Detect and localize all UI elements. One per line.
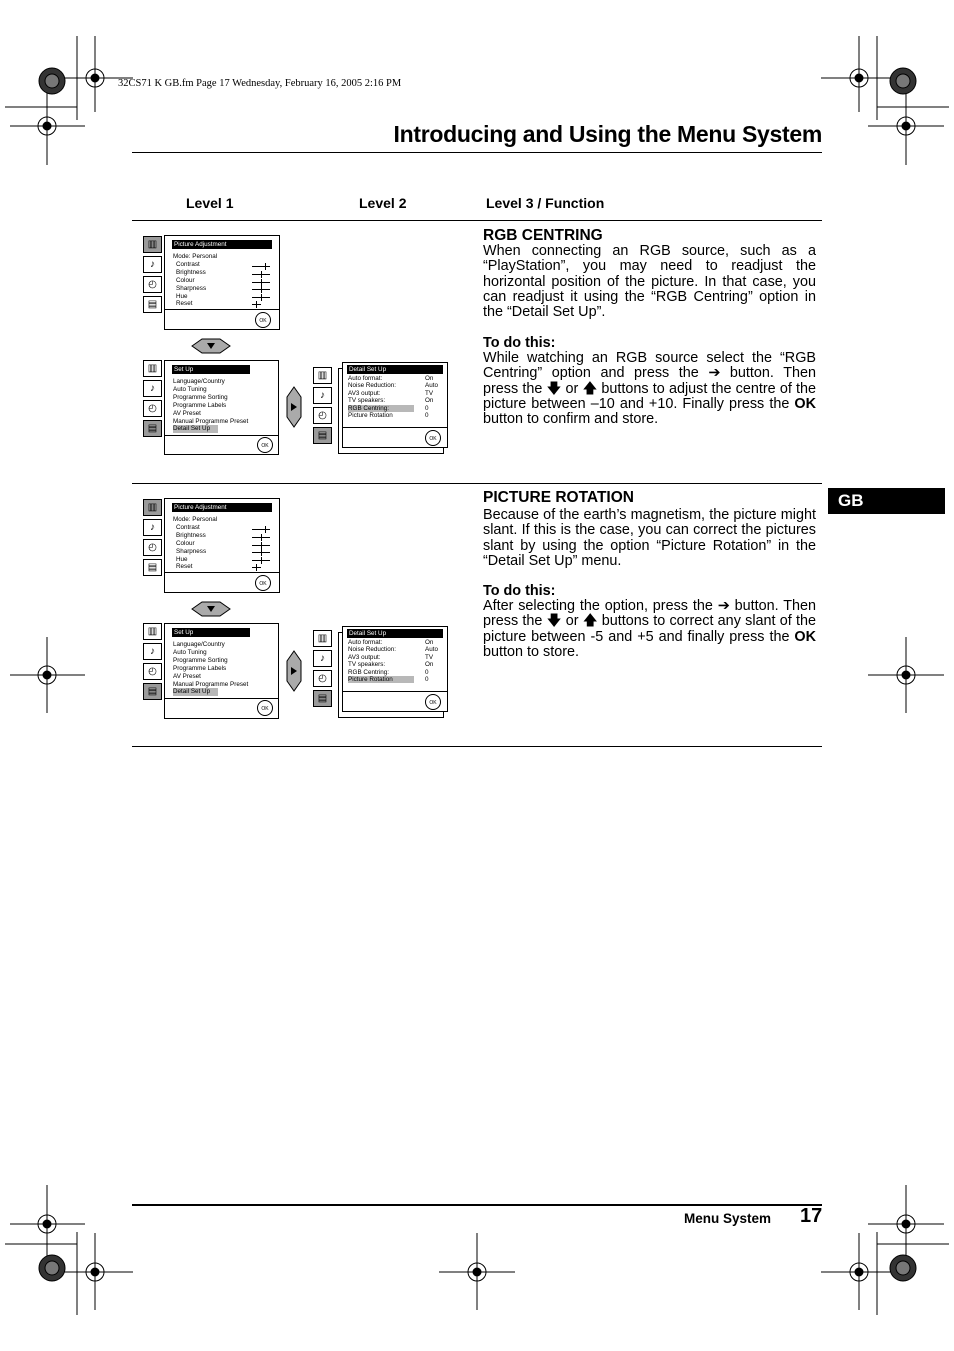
value: On bbox=[425, 661, 434, 669]
setup-icon: ▤ bbox=[143, 683, 162, 700]
menu-item: Language/Country bbox=[173, 641, 225, 648]
right-arrow-key-icon bbox=[285, 650, 303, 692]
timer-icon: ◴ bbox=[143, 539, 162, 556]
slider bbox=[252, 567, 261, 568]
detail-set-up-screen bbox=[342, 362, 448, 448]
value: Auto bbox=[425, 382, 438, 390]
slider bbox=[252, 545, 270, 546]
menu-item-selected: RGB Centring: bbox=[348, 405, 414, 412]
menu-item: Programme Labels bbox=[173, 401, 227, 409]
title-rule bbox=[132, 152, 822, 153]
setup-icon: ▤ bbox=[143, 559, 162, 576]
file-info: 32CS71 K GB.fm Page 17 Wednesday, February 16, 2005 2:16 PM bbox=[118, 78, 402, 89]
menu-item: RGB Centring: bbox=[348, 668, 389, 676]
menu-item: Picture Rotation bbox=[348, 412, 393, 420]
ok-button-icon: OK bbox=[257, 437, 273, 453]
menu-title: Picture Adjustment bbox=[172, 240, 272, 249]
rgb-todo-text: While watching an RGB source select the “RGB Centring” option and press the ➔ button. Then press the 🡇 or 🡅 buttons to adjust the centre of the picture between –10 and +10. Finally press the OK button to confirm and store. bbox=[483, 350, 817, 428]
setup-menu-list bbox=[173, 641, 248, 696]
right-arrow-icon: ➔ bbox=[708, 365, 721, 382]
slider bbox=[252, 529, 270, 530]
value: On bbox=[425, 397, 434, 405]
menu-item: AV Preset bbox=[173, 672, 201, 680]
menu-item: Hue bbox=[176, 292, 188, 300]
ok-button-icon: OK bbox=[255, 312, 271, 328]
menu-item: Sharpness bbox=[176, 547, 207, 555]
rotation-todo-text: After selecting the option, press the ➔ button. Then press the 🡇 or 🡅 buttons to correct any slant of the picture between -5 and +5 and finally press the OK button to store. bbox=[483, 598, 816, 660]
menu-item: AV Preset bbox=[173, 409, 201, 417]
detail-menu-list bbox=[348, 639, 414, 683]
value: 0 bbox=[425, 668, 429, 676]
menu-icons bbox=[313, 367, 332, 447]
section-title-rgb: RGB CENTRING bbox=[483, 227, 603, 244]
setup-icon: ▤ bbox=[313, 427, 332, 444]
menu-title: Detail Set Up bbox=[347, 629, 443, 638]
menu-item: Hue bbox=[176, 555, 188, 563]
slider bbox=[252, 297, 270, 298]
picture-menu-list bbox=[173, 516, 217, 571]
value: TV bbox=[425, 389, 434, 397]
menu-item: Programme Sorting bbox=[173, 393, 228, 401]
slider bbox=[252, 274, 270, 275]
detail-set-up-screen bbox=[342, 626, 448, 712]
column-level1: Level 1 bbox=[186, 195, 234, 211]
menu-title: Detail Set Up bbox=[347, 365, 443, 374]
value: TV bbox=[425, 653, 434, 661]
down-arrow-key-icon bbox=[190, 601, 232, 617]
menu-item: Auto Tuning bbox=[173, 648, 207, 656]
menu-item: TV speakers: bbox=[348, 661, 386, 669]
footer-rule bbox=[132, 1204, 822, 1206]
rotation-body: Because of the earth’s magnetism, the picture might slant. If this is the case, you can correct the pictures slant by using the option “Picture Rotation” in the “Detail Set Up” menu. bbox=[483, 507, 816, 569]
slider bbox=[252, 552, 270, 553]
menu-title: Set Up bbox=[172, 365, 250, 374]
menu-item: Language/Country bbox=[173, 378, 225, 385]
rgb-todo-label: To do this: bbox=[483, 335, 556, 351]
menu-item-selected: Picture Rotation bbox=[348, 676, 414, 683]
value: On bbox=[425, 375, 434, 382]
detail-values bbox=[425, 375, 438, 419]
value: 0 bbox=[425, 412, 429, 420]
picture-adjustment-screen bbox=[164, 235, 280, 330]
down-arrow-key-icon bbox=[190, 338, 232, 354]
sound-icon: ♪ bbox=[143, 643, 162, 660]
menu-item: Contrast bbox=[176, 523, 200, 531]
column-level2: Level 2 bbox=[359, 195, 407, 211]
value: On bbox=[425, 639, 434, 646]
sound-icon: ♪ bbox=[143, 380, 162, 397]
right-arrow-key-icon bbox=[285, 386, 303, 428]
timer-icon: ◴ bbox=[313, 670, 332, 687]
menu-item: Programme Labels bbox=[173, 664, 227, 672]
sound-icon: ♪ bbox=[143, 519, 162, 536]
ok-button-icon: OK bbox=[425, 430, 441, 446]
slider bbox=[252, 282, 270, 283]
menu-icons bbox=[143, 499, 162, 579]
section-rule-3 bbox=[132, 746, 822, 747]
rgb-body: When connecting an RGB source, such as a “PlayStation”, you may need to readjust the horizontal position of the picture. In that case, you can readjust it using the “RGB Centring” option in the “Detail Set Up”. bbox=[483, 243, 816, 321]
menu-item: Manual Programme Preset bbox=[173, 680, 249, 688]
picture-icon: ▥ bbox=[143, 623, 162, 640]
menu-item: TV speakers: bbox=[348, 397, 386, 405]
ok-button-icon: OK bbox=[255, 575, 271, 591]
slider bbox=[252, 289, 270, 290]
sound-icon: ♪ bbox=[313, 650, 332, 667]
slider bbox=[252, 304, 261, 305]
setup-icon: ▤ bbox=[143, 420, 162, 437]
picture-icon: ▥ bbox=[143, 236, 162, 253]
column-level3: Level 3 / Function bbox=[486, 195, 605, 211]
picture-menu-list bbox=[173, 253, 217, 308]
picture-icon: ▥ bbox=[313, 367, 332, 384]
menu-item: Noise Reduction: bbox=[348, 382, 396, 390]
menu-item-selected: Detail Set Up bbox=[173, 425, 218, 433]
menu-item: Colour bbox=[176, 539, 195, 547]
section-title-rotation: PICTURE ROTATION bbox=[483, 489, 634, 506]
slider bbox=[252, 537, 270, 538]
menu-item: Programme Sorting bbox=[173, 656, 228, 664]
picture-icon: ▥ bbox=[143, 499, 162, 516]
menu-item: Contrast bbox=[176, 260, 200, 268]
value: Auto bbox=[425, 646, 438, 654]
picture-icon: ▥ bbox=[313, 630, 332, 647]
menu-item-selected: Detail Set Up bbox=[173, 688, 218, 696]
timer-icon: ◴ bbox=[143, 663, 162, 680]
menu-icons bbox=[313, 630, 332, 710]
menu-item: Auto format: bbox=[348, 639, 383, 646]
timer-icon: ◴ bbox=[143, 276, 162, 293]
menu-item: Manual Programme Preset bbox=[173, 417, 249, 425]
menu-item: Colour bbox=[176, 276, 195, 284]
set-up-screen bbox=[164, 360, 279, 455]
timer-icon: ◴ bbox=[313, 407, 332, 424]
value: 0 bbox=[425, 404, 429, 412]
section-rule-1 bbox=[132, 220, 822, 221]
value: 0 bbox=[425, 676, 429, 684]
menu-item: Reset bbox=[176, 300, 193, 308]
picture-adjustment-screen bbox=[164, 498, 280, 593]
menu-icons bbox=[143, 360, 162, 440]
language-tab: GB bbox=[828, 488, 945, 514]
menu-item: Reset bbox=[176, 563, 193, 571]
right-arrow-icon: ➔ bbox=[717, 598, 730, 614]
mode-line: Mode: Personal bbox=[173, 253, 218, 260]
up-arrow-icon: 🡅 bbox=[582, 380, 598, 397]
up-arrow-icon: 🡅 bbox=[582, 613, 598, 630]
sound-icon: ♪ bbox=[143, 256, 162, 273]
menu-item: Sharpness bbox=[176, 284, 207, 292]
picture-icon: ▥ bbox=[143, 360, 162, 377]
page-number: 17 bbox=[800, 1205, 823, 1227]
detail-menu-list bbox=[348, 375, 414, 419]
menu-item: AV3 output: bbox=[348, 389, 381, 397]
rotation-todo-label: To do this: bbox=[483, 583, 556, 599]
ok-button-icon: OK bbox=[425, 694, 441, 710]
menu-item: Auto format: bbox=[348, 375, 383, 382]
menu-title: Set Up bbox=[172, 628, 250, 637]
menu-title: Picture Adjustment bbox=[172, 503, 272, 512]
down-arrow-icon: 🡇 bbox=[546, 613, 562, 630]
down-arrow-icon: 🡇 bbox=[546, 380, 562, 397]
ok-button-icon: OK bbox=[257, 700, 273, 716]
footer-label: Menu System bbox=[684, 1211, 772, 1226]
set-up-screen bbox=[164, 623, 279, 719]
menu-item: Noise Reduction: bbox=[348, 646, 396, 654]
setup-icon: ▤ bbox=[313, 690, 332, 707]
menu-item: Brightness bbox=[176, 268, 206, 276]
slider bbox=[252, 266, 270, 267]
menu-item: Brightness bbox=[176, 531, 206, 539]
menu-item: AV3 output: bbox=[348, 653, 381, 661]
sound-icon: ♪ bbox=[313, 387, 332, 404]
slider bbox=[252, 560, 270, 561]
section-rule-2 bbox=[132, 483, 822, 484]
mode-line: Mode: Personal bbox=[173, 516, 218, 523]
menu-icons bbox=[143, 623, 162, 703]
menu-icons bbox=[143, 236, 162, 316]
page-title: Introducing and Using the Menu System bbox=[393, 121, 822, 147]
setup-icon: ▤ bbox=[143, 296, 162, 313]
menu-item: Auto Tuning bbox=[173, 385, 207, 393]
timer-icon: ◴ bbox=[143, 400, 162, 417]
setup-menu-list bbox=[173, 378, 248, 433]
detail-values bbox=[425, 639, 438, 683]
